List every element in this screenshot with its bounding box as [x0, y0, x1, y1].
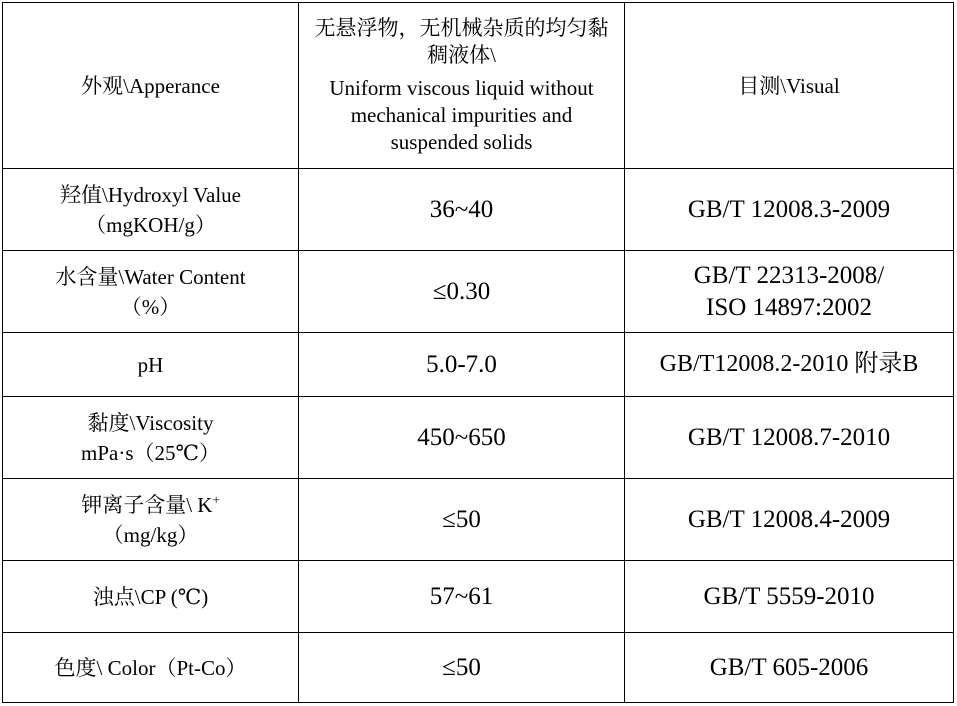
spec-value: 36~40: [429, 195, 494, 223]
property-cell: [3, 3, 299, 169]
property-cell: [3, 633, 299, 703]
method-cell: [625, 633, 954, 703]
spec-en-line: mechanical impurities and: [350, 103, 573, 127]
spec-cell: [299, 251, 625, 333]
table-row: [3, 251, 954, 333]
spec-en-line: Uniform viscous liquid without: [329, 76, 594, 100]
table-row: [3, 333, 954, 397]
spec-value: ≤0.30: [432, 277, 491, 305]
spec-cell: [299, 3, 625, 169]
property-label: pH: [137, 352, 164, 377]
table-row: [3, 397, 954, 479]
property-cell: [3, 333, 299, 397]
method-cell: [625, 479, 954, 561]
property-cell: [3, 169, 299, 251]
property-label: 水含量\Water Content: [55, 264, 246, 289]
method-cell: [625, 397, 954, 479]
property-label: 浊点\CP (℃): [92, 584, 209, 609]
spec-zh-line: 稠液体\: [427, 43, 496, 67]
method-label: GB/T 605-2006: [709, 653, 869, 681]
property-unit: （mgKOH/g）: [85, 212, 216, 237]
table-row: [3, 479, 954, 561]
method-label: GB/T 12008.7-2010: [687, 423, 891, 451]
property-label: 羟值\Hydroxyl Value: [59, 182, 241, 207]
spec-cell: [299, 561, 625, 633]
property-cell: [3, 397, 299, 479]
property-unit: （mg/kg）: [102, 522, 199, 547]
property-cell: [3, 251, 299, 333]
spec-cell: [299, 479, 625, 561]
method-cell: [625, 561, 954, 633]
spec-cell: [299, 633, 625, 703]
spec-value: ≤50: [442, 505, 481, 533]
method-label: GB/T 12008.3-2009: [687, 195, 891, 223]
method-label: GB/T12008.2-2010 附录B: [659, 351, 919, 377]
table-row: [3, 3, 954, 169]
property-label: 色度\ Color（Pt-Co）: [54, 655, 247, 680]
spec-zh-line: 无悬浮物，无机械杂质的均匀黏: [314, 16, 609, 40]
property-unit: mPa·s（25℃）: [81, 440, 220, 465]
spec-cell: [299, 169, 625, 251]
method-label: GB/T 22313-2008/: [693, 261, 885, 289]
spec-en-line: suspended solids: [390, 130, 533, 154]
method-cell: [625, 251, 954, 333]
spec-value: 450~650: [417, 423, 506, 451]
method-cell: [625, 333, 954, 397]
spec-value: 57~61: [429, 582, 494, 610]
method-label: GB/T 12008.4-2009: [687, 505, 891, 533]
spec-value: ≤50: [442, 653, 481, 681]
property-label-text: 钾离子含量\ K: [81, 492, 213, 517]
method-label: ISO 14897:2002: [706, 293, 872, 321]
spec-cell: [299, 397, 625, 479]
property-label: [7, 490, 294, 520]
property-unit: （%）: [120, 294, 181, 319]
property-cell: [3, 479, 299, 561]
property-label: 黏度\Viscosity: [87, 410, 214, 435]
spec-value: 5.0-7.0: [426, 350, 497, 378]
method-label: 目测\Visual: [738, 73, 840, 98]
property-cell: [3, 561, 299, 633]
property-label: 外观\Apperance: [81, 73, 220, 98]
table-row: [3, 561, 954, 633]
superscript-plus: +: [212, 491, 220, 507]
table-row: [3, 633, 954, 703]
spec-table: [2, 2, 954, 703]
method-cell: [625, 169, 954, 251]
method-cell: [625, 3, 954, 169]
method-label: GB/T 5559-2010: [703, 582, 875, 610]
table-row: [3, 169, 954, 251]
spec-cell: [299, 333, 625, 397]
